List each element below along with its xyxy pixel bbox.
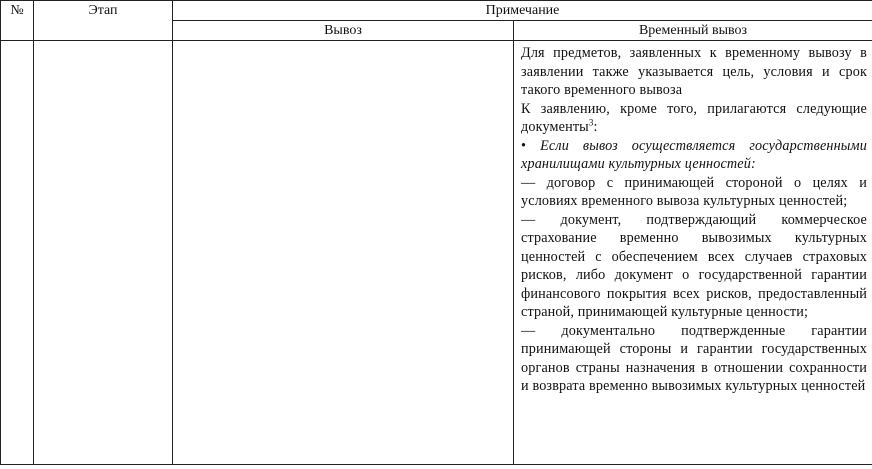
cell-number — [1, 41, 34, 465]
header-export: Вывоз — [173, 21, 514, 41]
header-note: Примечание — [173, 1, 872, 21]
note-documents-text: К заявлению, кроме того, прилагаются следующие документы — [521, 100, 867, 135]
note-paragraph-purpose: Для предметов, заявленных к временному вывозу в заявлении также указывается цель, условия и срок такого временного вывоза — [521, 45, 867, 98]
cell-temp-export-notes — [514, 41, 872, 465]
cell-stage — [34, 41, 173, 465]
note-bullet-text: Если вывоз осуществляется государственными хранилищами культурных ценностей: — [521, 137, 868, 172]
header-stage: Этап — [34, 1, 173, 41]
note-item-insurance: — документ, подтверждающий коммерческое страхование временно вывозимых культурных ценностей с обеспечением всех случаев страховых рисков, либо документ о государственной гарантии финансового покрытия всех рисков, предоставленный страной, принимающей культурные ценности; — [521, 211, 867, 320]
header-number: № — [1, 1, 34, 41]
footnote-marker: 3 — [588, 117, 594, 128]
header-temp-export: Временный вывоз — [514, 21, 872, 41]
bullet-icon: • — [521, 137, 527, 154]
table-row — [1, 41, 872, 465]
note-documents-colon: : — [593, 119, 598, 135]
cell-export — [173, 41, 514, 465]
note-item-guarantees: — документально подтвержденные гарантии принимающей стороны и гарантии государственных органов страны назначения в отношении сохранности и возврата временно вывозимых культурных ценностей — [521, 322, 867, 394]
note-item-contract: — договор с принимающей стороной о целях и условиях временного вывоза культурных ценностей; — [521, 174, 867, 209]
note-paragraph-documents — [521, 100, 867, 137]
header-row-top — [1, 1, 872, 21]
note-bullet — [521, 137, 867, 174]
